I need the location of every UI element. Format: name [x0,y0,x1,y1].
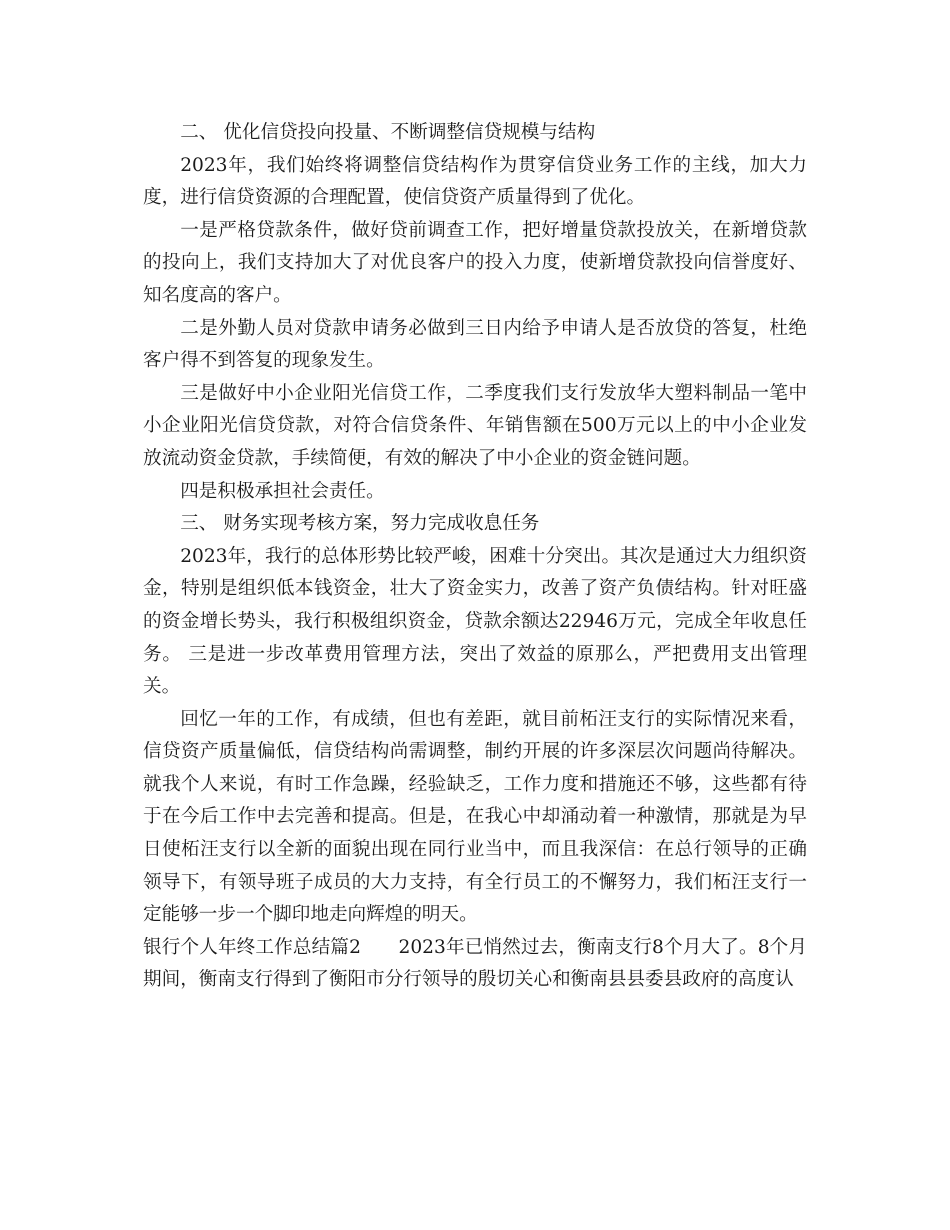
document-body [143,117,807,997]
section-heading-3: 三、 财务实现考核方案，努力完成收息任务 [180,513,540,535]
paragraph-point-two: 二是外勤人员对贷款申请务必做到三日内给予申请人是否放贷的答复，杜绝客户得不到答复的现象发生。 [143,317,807,372]
paragraph-point-three: 三是做好中小企业阳光信贷工作，二季度我们支行发放华大塑料制品一笔中小企业阳光信贷贷款，对符合信贷条件、年销售额在500万元以上的中小企业发放流动资金贷款，手续简便，有效的解决了中小企业的资金链问题。 [143,382,807,469]
paragraph-point-four: 四是积极承担社会责任。 [180,480,385,502]
paragraph-point-one: 一是严格贷款条件，做好贷前调查工作，把好增量贷款投放关，在新增贷款的投向上，我们支持加大了对优良客户的投入力度，使新增贷款投向信誉度好、知名度高的客户。 [143,219,807,306]
paragraph-finance: 2023年，我行的总体形势比较严峻，困难十分突出。其次是通过大力组织资金，特别是组织低本钱资金，壮大了资金实力，改善了资产负债结构。针对旺盛的资金增长势头，我行积极组织资金，贷款余额达22946万元，完成全年收息任务。 三是进一步改革费用管理方法，突出了效益的原那么，严把费用支出管理关。 [143,545,807,698]
paragraph-credit-structure: 2023年，我们始终将调整信贷结构作为贯穿信贷业务工作的主线，加大力度，进行信贷资源的合理配置，使信贷资产质量得到了优化。 [143,154,807,209]
section-heading-2: 二、 优化信贷投向投量、不断调整信贷规模与结构 [180,122,596,143]
paragraph-summary-2-intro: 银行个人年终工作总结篇2 2023年已悄然过去，衡南支行8个月大了。8个月期间，衡南支行得到了衡阳市分行领导的殷切关心和衡南县县委县政府的高度认 [143,936,807,991]
paragraph-review: 回忆一年的工作，有成绩，但也有差距，就目前柘汪支行的实际情况来看，信贷资产质量偏低，信贷结构尚需调整，制约开展的许多深层次问题尚待解决。就我个人来说，有时工作急躁，经验缺乏，工作力度和措施还不够，这些都有待于在今后工作中去完善和提高。但是，在我心中却涌动着一种激情，那就是为早日使柘汪支行以全新的面貌出现在同行业当中，而且我深信：在总行领导的正确领导下，有领导班子成员的大力支持，有全行员工的不懈努力，我们柘汪支行一定能够一步一个脚印地走向辉煌的明天。 [143,708,807,926]
